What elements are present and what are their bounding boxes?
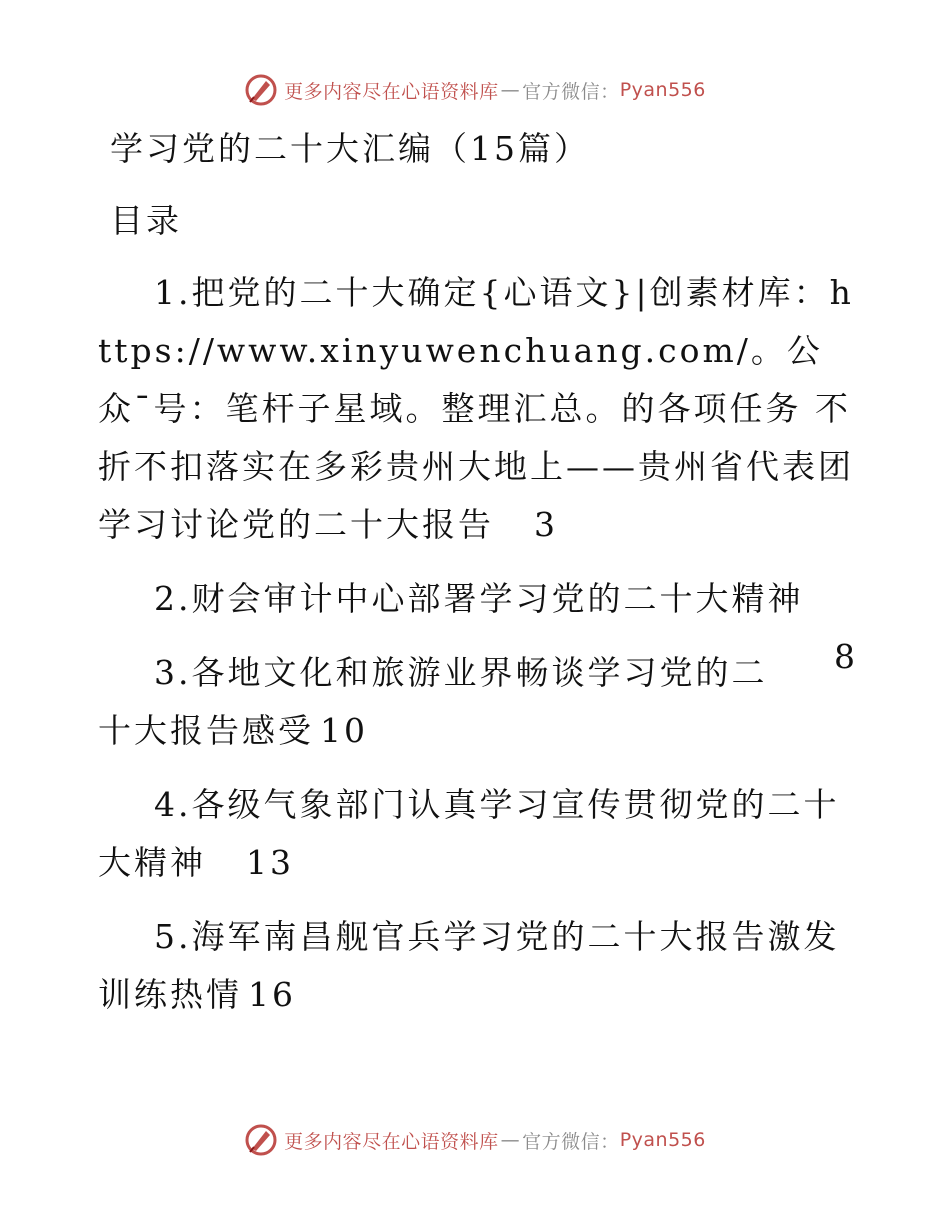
banner-text: 更多内容尽在心语资料库 <box>284 80 499 103</box>
banner-wechat-id: Pyan556 <box>619 1129 706 1151</box>
toc-item-page: 13 <box>246 843 294 882</box>
quill-logo-icon <box>244 1123 278 1157</box>
toc-item-page: 8 <box>834 637 858 676</box>
quill-logo-icon <box>244 73 278 107</box>
toc-item-page: 3 <box>534 505 558 544</box>
toc-item-label: 5.海军南昌舰官兵学习党的二十大报告激发训练热情 <box>98 917 840 1014</box>
banner-text: 更多内容尽在心语资料库 <box>284 1130 499 1153</box>
toc-item-page: 10 <box>320 711 368 750</box>
toc-item-4[interactable] <box>98 776 858 892</box>
toc-item-label: 4.各级气象部门认真学习宣传贯彻党的二十大精神 <box>98 785 840 882</box>
footer-watermark-banner <box>0 1120 950 1160</box>
toc-heading: 目录 <box>110 201 182 240</box>
toc-item-page: 16 <box>248 975 296 1014</box>
banner-dash: — <box>500 1129 521 1151</box>
banner-wechat-label: 官方微信： <box>522 80 620 103</box>
toc-item-5[interactable] <box>98 908 858 1024</box>
toc-item-2[interactable] <box>98 570 858 676</box>
toc-item-label: 1.把党的二十大确定{心语文}|创素材库：https://www.xinyuwenchuang.com/。公众¯号：笔杆子星域。整理汇总。的各项任务 不折不扣落实在多彩贵州大地上——贵州省代表团学习讨论党的二十大报告 <box>98 273 854 544</box>
document-body <box>98 120 858 1040</box>
toc-item-label: 3.各地文化和旅游业界畅谈学习党的二十大报告感受 <box>98 653 768 750</box>
toc-item-1[interactable] <box>98 264 858 554</box>
toc-item-label: 2.财会审计中心部署学习党的二十大精神 <box>154 579 804 618</box>
banner-wechat-label: 官方微信： <box>522 1130 620 1153</box>
toc-item-3[interactable] <box>98 644 858 760</box>
banner-wechat-id: Pyan556 <box>619 79 706 101</box>
banner-dash: — <box>500 79 521 101</box>
header-watermark-banner <box>0 70 950 110</box>
document-title: 学习党的二十大汇编（15篇） <box>110 129 590 168</box>
